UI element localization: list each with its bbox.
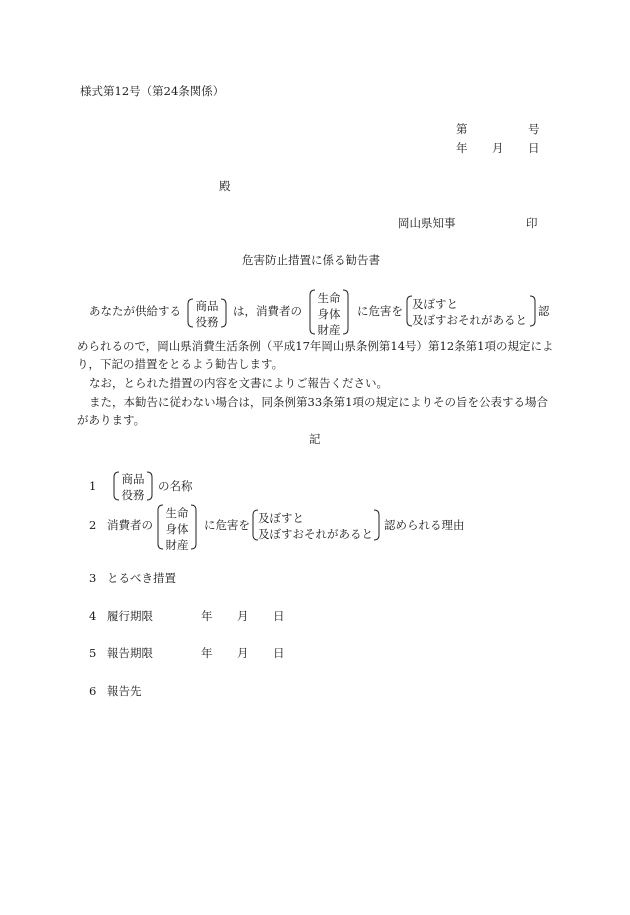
- harm-options: [313, 290, 345, 337]
- item-1-text: の名称: [158, 479, 193, 493]
- item-5-number: 5: [89, 646, 97, 660]
- item-4-number: 4: [89, 609, 97, 623]
- item-5-day: 日: [273, 646, 285, 660]
- item-4-year: 年: [201, 609, 213, 623]
- goods-options: [191, 298, 223, 328]
- harm-option-body: 身体: [317, 307, 341, 321]
- item-5-month: 月: [237, 646, 249, 660]
- body-text-1a: あなたが供給する: [89, 304, 181, 318]
- date-month: 月: [492, 141, 504, 155]
- effect-option-will: 及ぼすと: [412, 297, 458, 311]
- item-4-text: 履行期限: [107, 609, 153, 623]
- number-suffix: 号: [528, 122, 540, 136]
- item-6-text: 報告先: [107, 684, 142, 698]
- item-3-text: とるべき措置: [107, 571, 176, 585]
- item-2-prefix: 消費者の: [107, 518, 153, 532]
- document-title: 危害防止措置に係る勧告書: [242, 253, 380, 267]
- ki-heading: 記: [309, 432, 321, 446]
- body-text-1-line2: められるので，岡山県消費生活条例（平成17年岡山県条例第14号）第12条第1項の規定によ: [77, 339, 554, 353]
- issuer-name: 岡山県知事: [398, 216, 456, 230]
- item-2-harm-body: 身体: [165, 522, 189, 536]
- body-text-3-line1: また，本勧告に従わない場合は，同条例第33条第1項の規定によりその旨を公表する場合: [89, 395, 548, 409]
- item-2-effect-will: 及ぼすと: [258, 511, 304, 525]
- date-day: 日: [528, 141, 540, 155]
- item-1-goods-product: 商品: [121, 472, 145, 486]
- item-4-month: 月: [237, 609, 249, 623]
- form-label: 様式第12号（第24条関係）: [80, 84, 225, 98]
- effect-option-may: 及ぼすおそれがあると: [412, 313, 527, 327]
- goods-option-service: 役務: [195, 315, 219, 329]
- item-2-suffix: 認められる理由: [384, 518, 465, 532]
- body-text-1d: 認: [538, 304, 550, 318]
- body-text-2: なお，とられた措置の内容を文書によりご報告ください。: [89, 376, 388, 390]
- item-2-harm-property: 財産: [165, 538, 189, 552]
- item-2-harm-life: 生命: [165, 506, 189, 520]
- item-4-day: 日: [273, 609, 285, 623]
- item-2-effect-may: 及ぼすおそれがあると: [258, 527, 373, 541]
- body-text-3-line2: があります。: [77, 413, 146, 427]
- item-2-number: 2: [89, 518, 97, 532]
- item-6-number: 6: [89, 684, 97, 698]
- item-5-year: 年: [201, 646, 213, 660]
- item-3-number: 3: [89, 571, 97, 585]
- date-year: 年: [456, 141, 468, 155]
- goods-option-product: 商品: [195, 299, 219, 313]
- number-prefix: 第: [456, 122, 468, 136]
- body-text-1c: に危害を: [357, 304, 403, 318]
- item-2-mid: に危害を: [204, 518, 250, 532]
- item-2-harm-options: [161, 505, 193, 552]
- effect-options: [412, 296, 532, 326]
- addressee-suffix: 殿: [219, 179, 231, 193]
- item-1-goods-options: [117, 471, 149, 501]
- item-2-effect-options: [258, 510, 376, 540]
- body-text-1b: は，消費者の: [233, 304, 302, 318]
- item-1-number: 1: [89, 479, 97, 493]
- item-1-goods-service: 役務: [121, 488, 145, 502]
- harm-option-life: 生命: [317, 291, 341, 305]
- issuer-seal: 印: [526, 216, 538, 230]
- item-5-text: 報告期限: [107, 646, 153, 660]
- harm-option-property: 財産: [317, 323, 341, 337]
- body-text-1-line3: り，下記の措置をとるよう勧告します。: [77, 357, 284, 371]
